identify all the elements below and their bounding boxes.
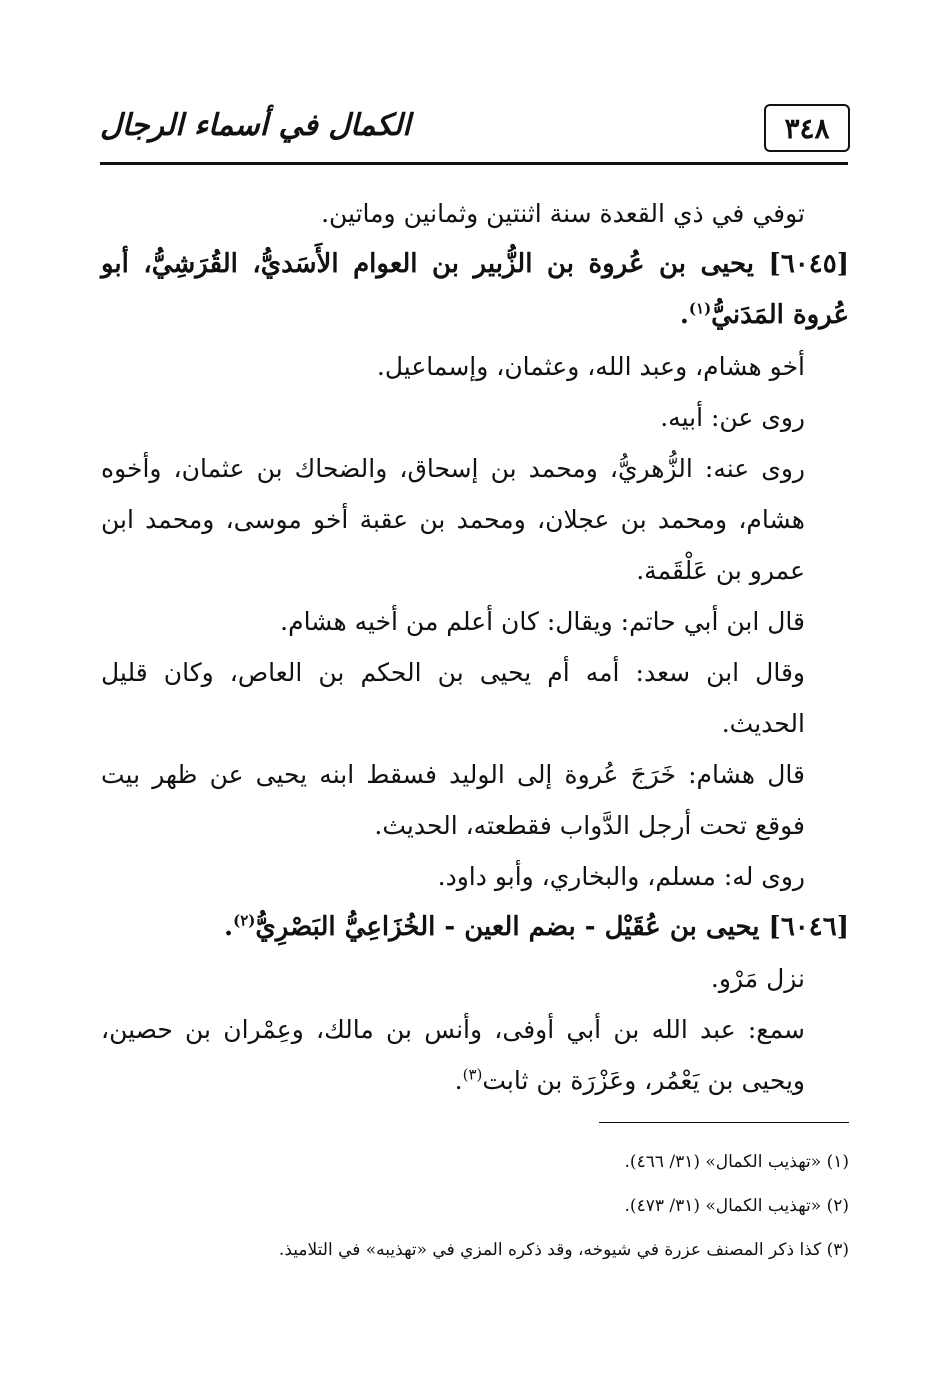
footnote-1: (١) «تهذيب الكمال» (٣١/ ٤٦٦). <box>624 1152 849 1172</box>
body-line: روى عن: أبيه. <box>660 403 805 432</box>
page-body <box>101 188 849 1106</box>
page-header <box>100 104 848 165</box>
entry-heading-end: . <box>679 300 689 330</box>
book-title: الكمال في أسماء الرجال <box>100 108 411 143</box>
footnote-2: (٢) «تهذيب الكمال» (٣١/ ٤٧٣). <box>624 1196 849 1216</box>
footnote-ref-3: (٣) <box>462 1065 483 1084</box>
entry-heading-end: . <box>224 912 234 942</box>
footnote-ref-1: (١) <box>688 299 712 318</box>
body-line: نزل مَرْو. <box>710 964 805 993</box>
body-line: توفي في ذي القعدة سنة اثنتين وثمانين وماتين. <box>321 199 805 228</box>
footnotes <box>101 1140 849 1272</box>
entry-heading-text: [٦٠٤٥] يحيى بن عُروة بن الزُّبير بن العوام الأَسَديُّ، القُرَشِيُّ، أبو عُروة المَدَنيُّ <box>101 249 849 330</box>
footnote-divider <box>599 1122 849 1123</box>
body-line-end: . <box>454 1066 463 1095</box>
body-line: أخو هشام، وعبد الله، وعثمان، وإسماعيل. <box>376 352 805 381</box>
footnote-ref-2: (٢) <box>233 911 256 930</box>
entry-heading-text: [٦٠٤٦] يحيى بن عُقَيْل - بضم العين - الخُزَاعِيُّ البَصْرِيُّ <box>255 912 849 942</box>
body-line: قال ابن أبي حاتم: ويقال: كان أعلم من أخيه هشام. <box>280 607 805 636</box>
body-line: قال هشام: خَرَجَ عُروة إلى الوليد فسقط ابنه يحيى عن ظهر بيت فوقع تحت أرجل الدَّواب فقطعته، الحديث. <box>101 760 805 840</box>
entry-heading-6046 <box>101 902 849 953</box>
body-line: روى عنه: الزُّهريُّ، ومحمد بن إسحاق، والضحاك بن عثمان، وأخوه هشام، ومحمد بن عجلان، ومحمد بن عقبة أخو موسى، ومحمد ابن عمرو بن عَلْقَمة. <box>101 454 805 585</box>
body-line <box>101 1004 849 1106</box>
body-line: وقال ابن سعد: أمه أم يحيى بن الحكم بن العاص، وكان قليل الحديث. <box>101 658 805 738</box>
body-line-text: سمع: عبد الله بن أبي أوفى، وأنس بن مالك، وعِمْران بن حصين، ويحيى بن يَعْمُر، وعَزْرَة بن ثابت <box>101 1015 805 1095</box>
body-line: روى له: مسلم، والبخاري، وأبو داود. <box>437 862 805 891</box>
footnote-3: (٣) كذا ذكر المصنف عزرة في شيوخه، وقد ذكره المزي في «تهذيبه» في التلاميذ. <box>278 1240 849 1260</box>
page-number: ٣٤٨ <box>764 104 850 152</box>
entry-heading-6045 <box>101 239 849 341</box>
